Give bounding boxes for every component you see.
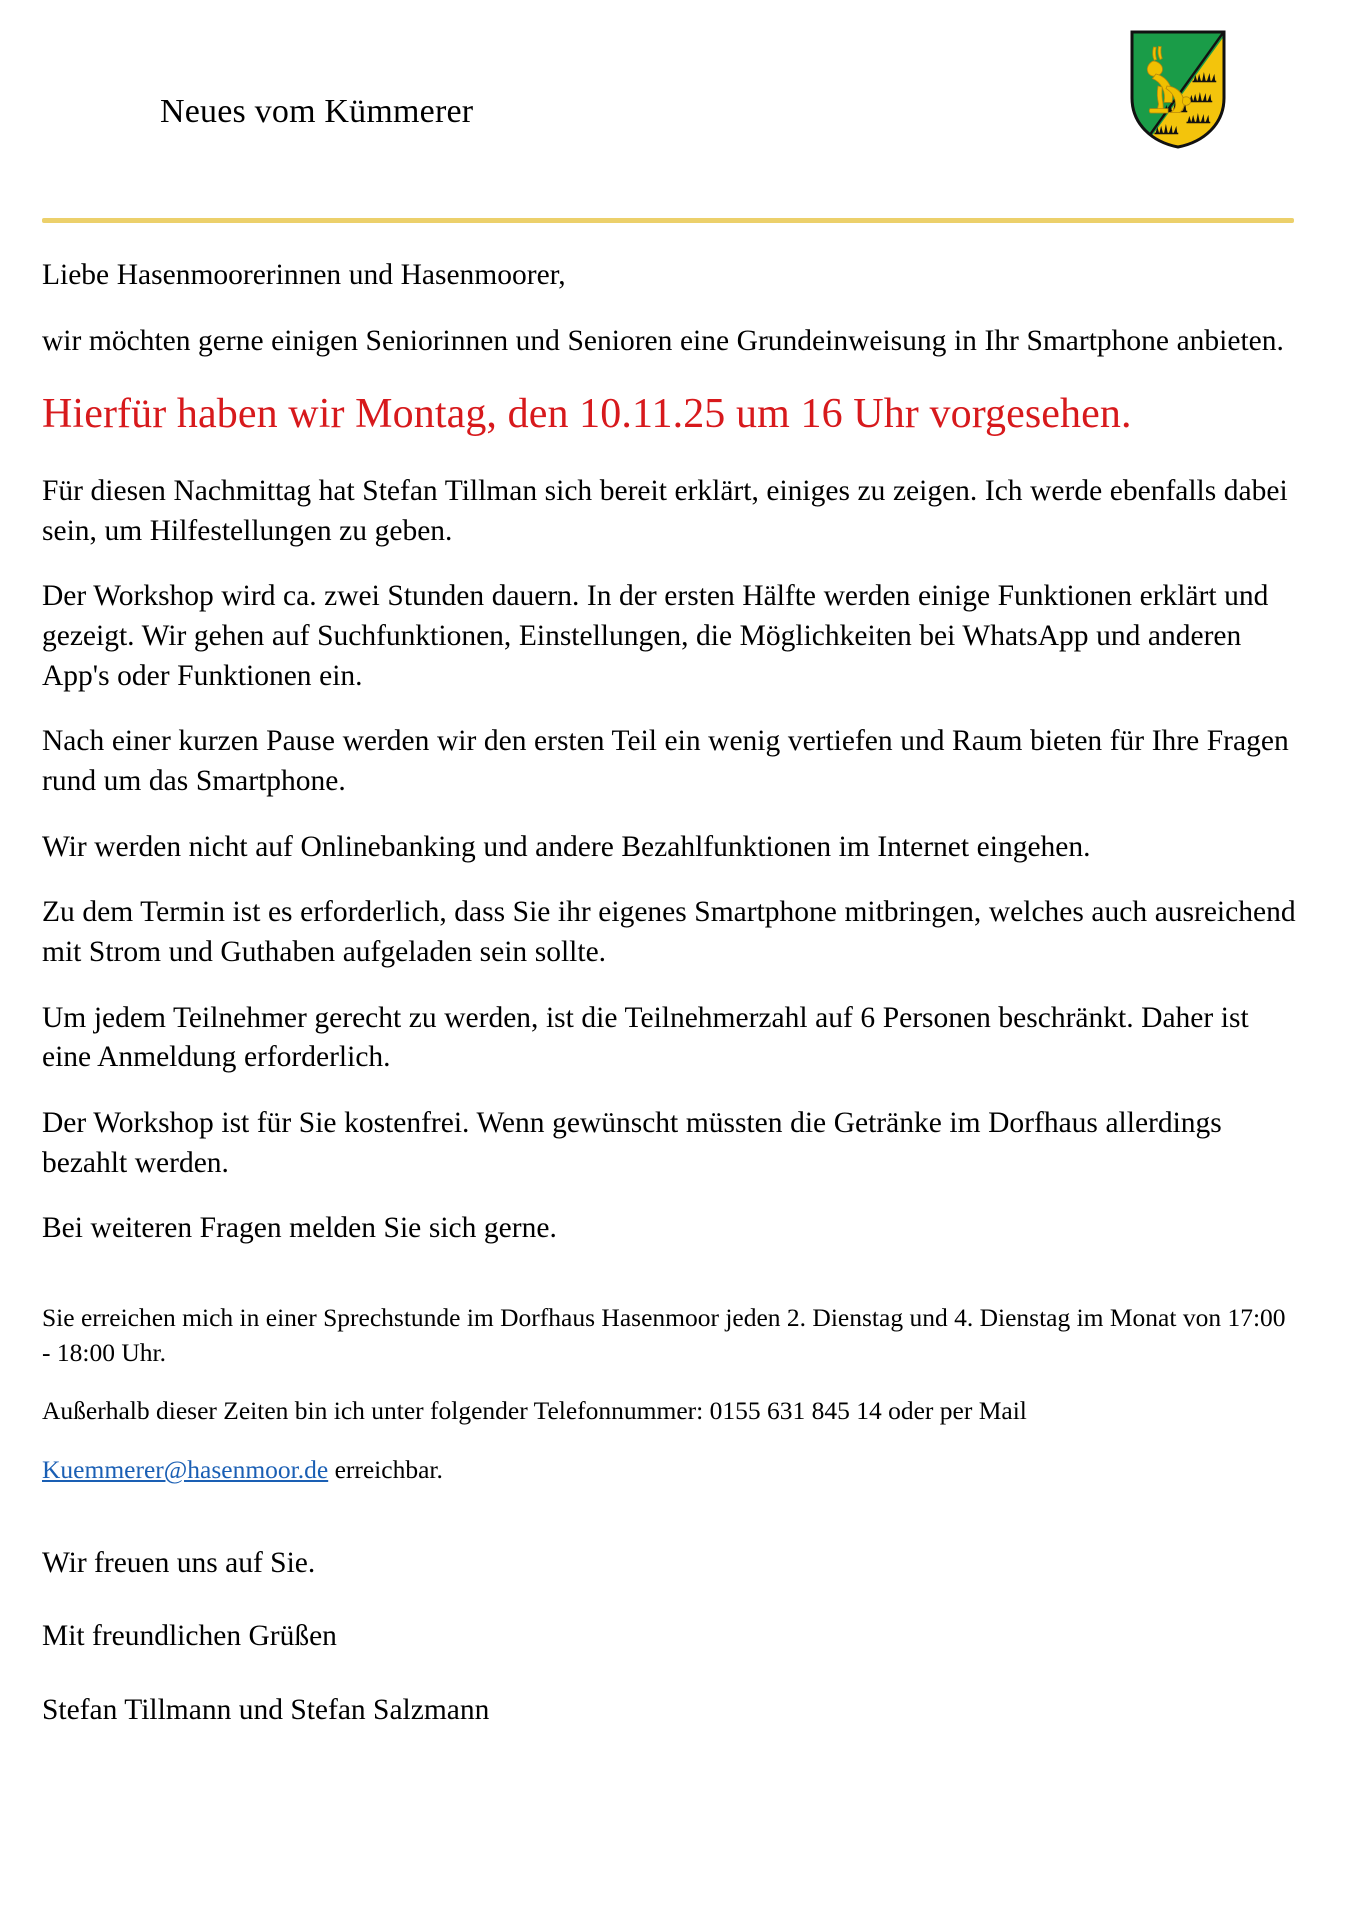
email-suffix: erreichbar. bbox=[328, 1455, 443, 1485]
hasenmoor-coat-of-arms-icon bbox=[1126, 28, 1230, 150]
break-paragraph: Nach einer kurzen Pause werden wir den ersten Teil ein wenig vertiefen und Raum bieten für Ihre Fragen rund um das Smartphone. bbox=[42, 725, 1289, 797]
closing-line-1: Wir freuen uns auf Sie. bbox=[42, 1546, 316, 1579]
phone-line-prefix: Außerhalb dieser Zeiten bin ich unter folgender Telefonnummer: bbox=[42, 1396, 710, 1426]
closing-block bbox=[42, 1544, 1300, 1731]
questions-paragraph: Bei weiteren Fragen melden Sie sich gerne. bbox=[42, 1212, 557, 1245]
signature-line: Stefan Tillmann und Stefan Salzmann bbox=[42, 1694, 490, 1727]
phone-paragraph bbox=[42, 1394, 1300, 1429]
exclusions-paragraph: Wir werden nicht auf Onlinebanking und andere Bezahlfunktionen im Internet eingehen. bbox=[42, 830, 1091, 863]
email-paragraph bbox=[42, 1453, 1300, 1488]
office-hours-paragraph: Sie erreichen mich in einer Sprechstunde im Dorfhaus Hasenmoor jeden 2. Dienstag und 4. Dienstag im Monat von 17:00 - 18:00 Uhr. bbox=[42, 1303, 1286, 1367]
closing-line-2: Mit freundlichen Grüßen bbox=[42, 1620, 337, 1653]
page-title: Neues vom Kümmerer bbox=[160, 93, 474, 130]
cost-paragraph: Der Workshop ist für Sie kostenfrei. Wenn gewünscht müssten die Getränke im Dorfhaus allerdings bezahlt werden. bbox=[42, 1107, 1222, 1179]
duration-paragraph: Der Workshop wird ca. zwei Stunden dauern. In der ersten Hälfte werden einige Funktionen erklärt und gezeigt. Wir gehen auf Suchfunktionen, Einstellungen, die Möglichkeiten bei WhatsApp und anderen App's oder Funktionen ein. bbox=[42, 580, 1269, 692]
presenter-paragraph: Für diesen Nachmittag hat Stefan Tillman sich bereit erklärt, einiges zu zeigen. Ich werde ebenfalls dabei sein, um Hilfestellungen zu geben. bbox=[42, 474, 1288, 547]
header-divider bbox=[42, 218, 1294, 223]
phone-line-suffix: oder per Mail bbox=[881, 1396, 1027, 1426]
document-body bbox=[42, 256, 1300, 1765]
document-header bbox=[0, 0, 1355, 200]
event-headline: Hierfür haben wir Montag, den 10.11.25 um 16 Uhr vorgesehen. bbox=[42, 391, 1132, 438]
phone-number: 0155 631 845 14 bbox=[709, 1396, 882, 1426]
salutation-paragraph: Liebe Hasenmoorerinnen und Hasenmoorer, bbox=[42, 259, 566, 291]
bring-device-paragraph: Zu dem Termin ist es erforderlich, dass Sie ihr eigenes Smartphone mitbringen, welches auch ausreichend mit Strom und Guthaben aufgeladen sein sollte. bbox=[42, 896, 1296, 968]
intro-paragraph: wir möchten gerne einigen Seniorinnen und Senioren eine Grundeinweisung in Ihr Smartphone anbieten. bbox=[42, 324, 1284, 357]
participant-limit-paragraph: Um jedem Teilnehmer gerecht zu werden, ist die Teilnehmerzahl auf 6 Personen beschränkt. Daher ist eine Anmeldung erforderlich. bbox=[42, 1001, 1249, 1074]
contact-block bbox=[42, 1301, 1300, 1488]
email-link[interactable]: Kuemmerer@hasenmoor.de bbox=[42, 1455, 329, 1485]
